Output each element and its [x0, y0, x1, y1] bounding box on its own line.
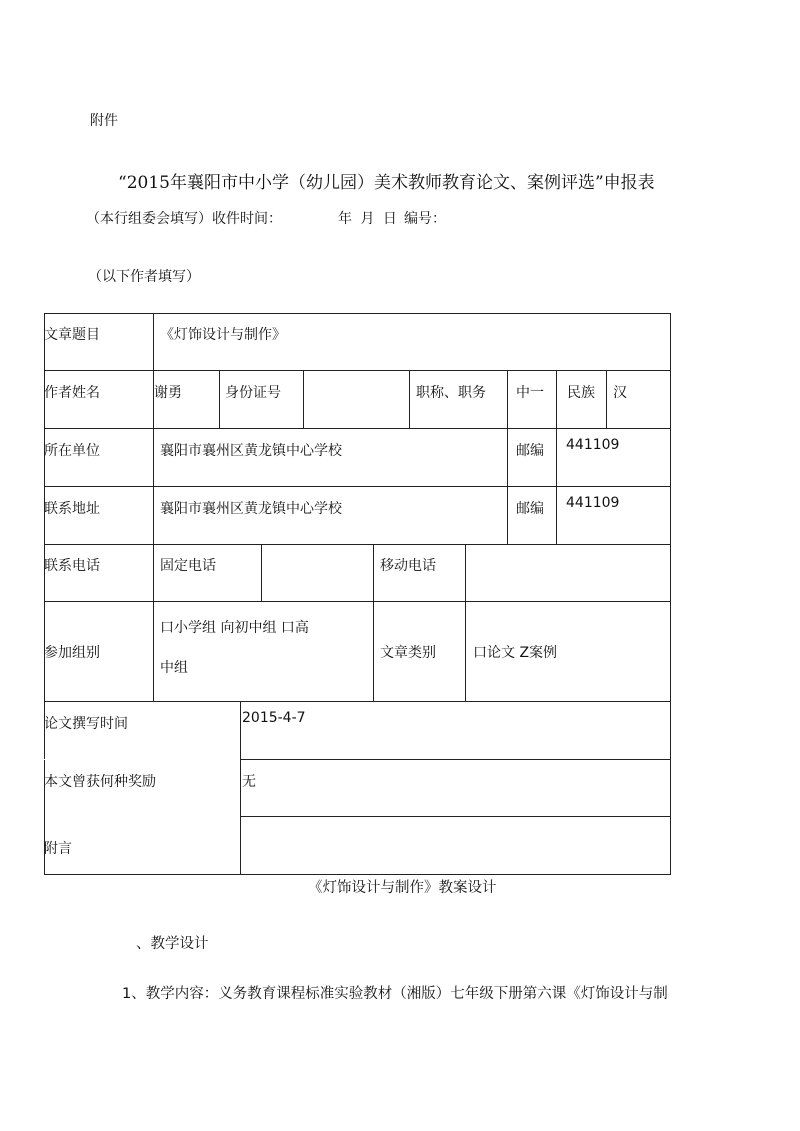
form-title: “2015年襄阳市中小学（幼儿园）美术教师教育论文、案例评选”申报表 — [118, 173, 655, 193]
ethnicity-label: 民族 — [567, 385, 595, 401]
unit-value: 襄阳市襄州区黄龙镇中心学校 — [160, 443, 342, 459]
address-label: 联系地址 — [44, 501, 100, 517]
postcode-value-2: 441109 — [566, 495, 620, 511]
ethnicity-value: 汉 — [613, 385, 627, 401]
writing-time-value: 2015-4-7 — [242, 710, 306, 726]
author-name-label: 作者姓名 — [44, 385, 100, 401]
article-type-options: 口论文 Z案例 — [473, 645, 558, 661]
lesson-title: 《灯饰设计与制作》教案设计 — [308, 880, 497, 896]
note-label: 附言 — [44, 841, 72, 857]
postcode-value: 441109 — [566, 437, 620, 453]
group-label: 参加组别 — [44, 645, 100, 661]
phone-label: 联系电话 — [44, 558, 100, 574]
attachment-label: 附件 — [90, 113, 118, 129]
address-value: 襄阳市襄州区黄龙镇中心学校 — [160, 501, 342, 517]
committee-fill-note: （本行组委会填写）收件时间： — [86, 211, 282, 227]
postcode-label: 邮编 — [516, 443, 544, 459]
landline-label: 固定电话 — [160, 558, 216, 574]
teaching-content-line: 1、教学内容：义务教育课程标准实验教材（湘版）七年级下册第六课《灯饰设计与制 — [122, 986, 668, 1002]
writing-time-label: 论文撰写时间 — [44, 716, 128, 732]
group-options-line-1: 口小学组 向初中组 口高 — [160, 620, 309, 636]
article-title-label: 文章题目 — [44, 327, 100, 343]
author-name-value: 谢勇 — [154, 385, 182, 401]
mobile-label: 移动电话 — [380, 558, 436, 574]
postcode-label-2: 邮编 — [516, 501, 544, 517]
unit-label: 所在单位 — [44, 443, 100, 459]
author-fill-note: （以下作者填写） — [88, 269, 200, 285]
title-position-value: 中一 — [516, 385, 544, 401]
section-heading: 、教学设计 — [136, 936, 209, 952]
group-options-line-2: 中组 — [160, 660, 188, 676]
id-number-label: 身份证号 — [225, 385, 281, 401]
serial-number-label: 编号： — [404, 211, 446, 227]
receipt-date-fields: 年 月 日 — [338, 211, 397, 227]
article-type-label: 文章类别 — [380, 645, 436, 661]
title-position-label: 职称、职务 — [416, 385, 486, 401]
award-label: 本文曾获何种奖励 — [44, 774, 156, 790]
award-value: 无 — [242, 774, 256, 790]
article-title-value: 《灯饰设计与制作》 — [160, 327, 286, 343]
